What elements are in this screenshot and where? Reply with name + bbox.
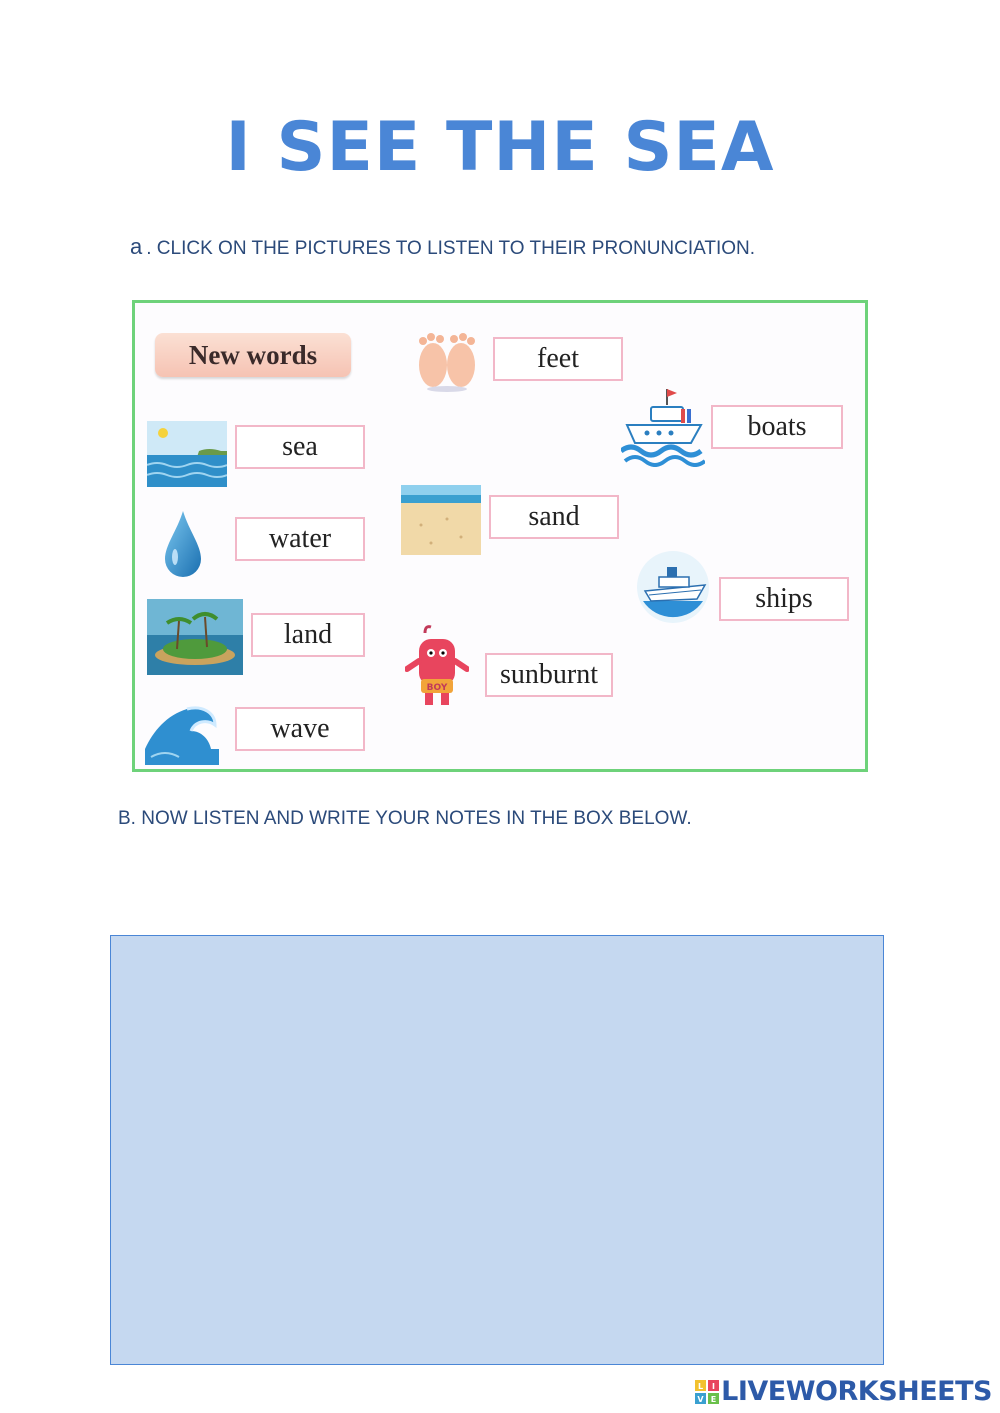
word-box-water[interactable]: water bbox=[235, 517, 365, 561]
liveworksheets-brand bbox=[695, 1376, 992, 1407]
boats-picture[interactable] bbox=[621, 385, 705, 467]
instruction-a bbox=[130, 234, 755, 260]
ships-picture[interactable] bbox=[635, 543, 711, 633]
sunburnt-picture[interactable] bbox=[405, 625, 469, 711]
notes-box[interactable] bbox=[110, 935, 884, 1365]
word-box-boats[interactable]: boats bbox=[711, 405, 843, 449]
sea-picture[interactable] bbox=[147, 421, 227, 487]
sunburnt-character-icon bbox=[405, 625, 469, 711]
instruction-a-marker: a bbox=[130, 234, 143, 259]
land-picture[interactable] bbox=[147, 599, 243, 675]
feet-picture[interactable] bbox=[413, 327, 481, 393]
wave-picture[interactable] bbox=[145, 701, 219, 765]
word-box-sunburnt[interactable]: sunburnt bbox=[485, 653, 613, 697]
logo-letter-4: E bbox=[710, 1394, 717, 1404]
sunburnt-shorts-text: BOY bbox=[426, 683, 448, 693]
logo-letter-3: V bbox=[697, 1394, 704, 1404]
liveworksheets-wordmark: LIVEWORKSHEETS bbox=[721, 1376, 992, 1407]
liveworksheets-logo-icon bbox=[695, 1380, 719, 1404]
water-drop-icon bbox=[163, 509, 203, 579]
instruction-a-text: . CLICK ON THE PICTURES TO LISTEN TO THEIR PRONUNCIATION. bbox=[146, 238, 756, 259]
wave-icon bbox=[145, 701, 219, 765]
word-box-wave[interactable]: wave bbox=[235, 707, 365, 751]
word-box-ships[interactable]: ships bbox=[719, 577, 849, 621]
sand-icon bbox=[401, 485, 481, 555]
new-words-heading: New words bbox=[155, 333, 351, 377]
feet-icon bbox=[413, 327, 481, 393]
word-box-feet[interactable]: feet bbox=[493, 337, 623, 381]
boat-icon bbox=[621, 385, 705, 467]
word-box-sea[interactable]: sea bbox=[235, 425, 365, 469]
island-icon bbox=[147, 599, 243, 675]
logo-letter-1: L bbox=[698, 1381, 704, 1391]
page-title: I SEE THE SEA bbox=[225, 108, 775, 187]
word-box-land[interactable]: land bbox=[251, 613, 365, 657]
sand-picture[interactable] bbox=[401, 485, 481, 555]
logo-letter-2: I bbox=[712, 1381, 716, 1391]
instruction-b: B. NOW LISTEN AND WRITE YOUR NOTES IN THE BOX BELOW. bbox=[118, 808, 692, 829]
sea-icon bbox=[147, 421, 227, 487]
vocabulary-panel bbox=[132, 300, 868, 772]
word-box-sand[interactable]: sand bbox=[489, 495, 619, 539]
ship-icon bbox=[635, 543, 711, 633]
water-picture[interactable] bbox=[163, 509, 203, 579]
